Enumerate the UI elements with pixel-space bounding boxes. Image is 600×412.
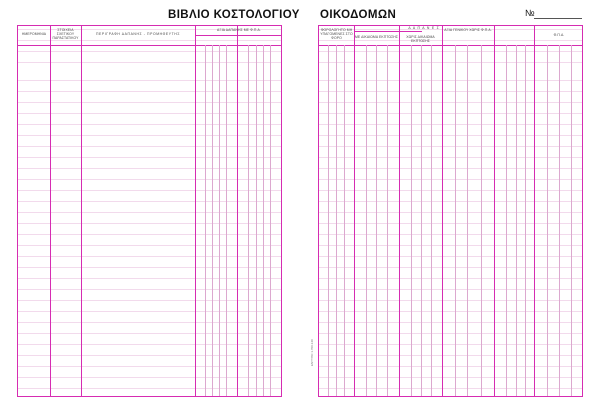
digit-divider: [431, 45, 432, 396]
digit-divider: [506, 45, 507, 396]
col-divider: [354, 26, 355, 396]
digit-divider: [411, 45, 412, 396]
col-divider: [195, 26, 196, 396]
digit-divider: [421, 45, 422, 396]
digit-divider: [344, 45, 345, 396]
col-divider: [494, 26, 495, 396]
digit-divider: [547, 45, 548, 396]
digit-divider: [571, 45, 572, 396]
header-tax-free: ΦΟΡΟΛΟΓΗΤΟ ΜΗ ΥΠΑΓΟΜΕΝΕΣ ΣΤΟ ΦΟΡΟ: [320, 28, 353, 40]
col-divider: [237, 26, 238, 396]
digit-divider: [205, 45, 206, 396]
digit-divider: [467, 45, 468, 396]
digit-divider: [226, 45, 227, 396]
book-title-left: ΒΙΒΛΙΟ ΚΟΣΤΟΛΟΓΙΟΥ: [168, 9, 300, 21]
header-deductible: ΜΕ ΔΙΚΑΙΩΜΑ ΕΚΠΤΩΣΗΣ: [354, 35, 399, 39]
header-expenses-group: Δ Α Π Α Ν Ε Σ: [408, 26, 440, 30]
digit-divider: [270, 45, 271, 396]
header-date: ΗΜΕΡΟΜΗΝΙΑ: [21, 32, 47, 36]
digit-divider: [525, 45, 526, 396]
header-description: ΠΕΡΙΓΡΑΦΗ ΔΑΠΑΝΗΣ - ΠΡΟΜΗΘΕΥΤΗΣ: [95, 32, 181, 36]
col-divider: [534, 26, 535, 396]
digit-divider: [212, 45, 213, 396]
header-bottom-rule: [319, 45, 582, 46]
book-title-right: ΟΙΚΟΔΟΜΩΝ: [320, 9, 397, 21]
digit-divider: [366, 45, 367, 396]
digit-divider: [219, 45, 220, 396]
col-divider: [81, 26, 82, 396]
header-bottom-rule: [18, 45, 281, 46]
print-code: ΕΝΤΥΠΟ 1.700.140: [310, 339, 314, 366]
number-label: №: [525, 8, 535, 18]
number-field[interactable]: [534, 18, 582, 19]
right-ledger-table: [318, 25, 583, 397]
digit-divider: [455, 45, 456, 396]
left-ledger-table: [17, 25, 282, 397]
header-group-rule: [354, 31, 422, 32]
digit-divider: [248, 45, 249, 396]
digit-divider: [328, 45, 329, 396]
digit-divider: [376, 45, 377, 396]
header-sub-rule: [195, 35, 281, 36]
digit-divider: [387, 45, 388, 396]
digit-divider: [516, 45, 517, 396]
header-value-vat: ΑΞΙΑ ΔΑΠΑΝΗΣ ΜΕ Φ.Π.Α.: [217, 28, 261, 32]
digit-divider: [263, 45, 264, 396]
header-total-ex-vat: ΑΞΙΑ ΓΕΝΙΚΟΥ ΧΩΡΙΣ Φ.Π.Α.: [444, 28, 492, 32]
col-divider: [50, 26, 51, 396]
col-divider: [442, 26, 443, 396]
col-divider: [399, 26, 400, 396]
digit-divider: [559, 45, 560, 396]
digit-divider: [336, 45, 337, 396]
header-vat: Φ.Π.Α.: [553, 33, 565, 37]
digit-divider: [256, 45, 257, 396]
header-document: ΣΤΟΙΧΕΙΑ ΣΧΕΤΙΚΟΥ ΠΑΡΑΣΤΑΤΙΚΟΥ: [52, 28, 79, 40]
header-non-deductible: ΧΩΡΙΣ ΔΙΚΑΙΩΜΑ ΕΚΠΤΩΣΗΣ: [406, 35, 435, 43]
digit-divider: [481, 45, 482, 396]
